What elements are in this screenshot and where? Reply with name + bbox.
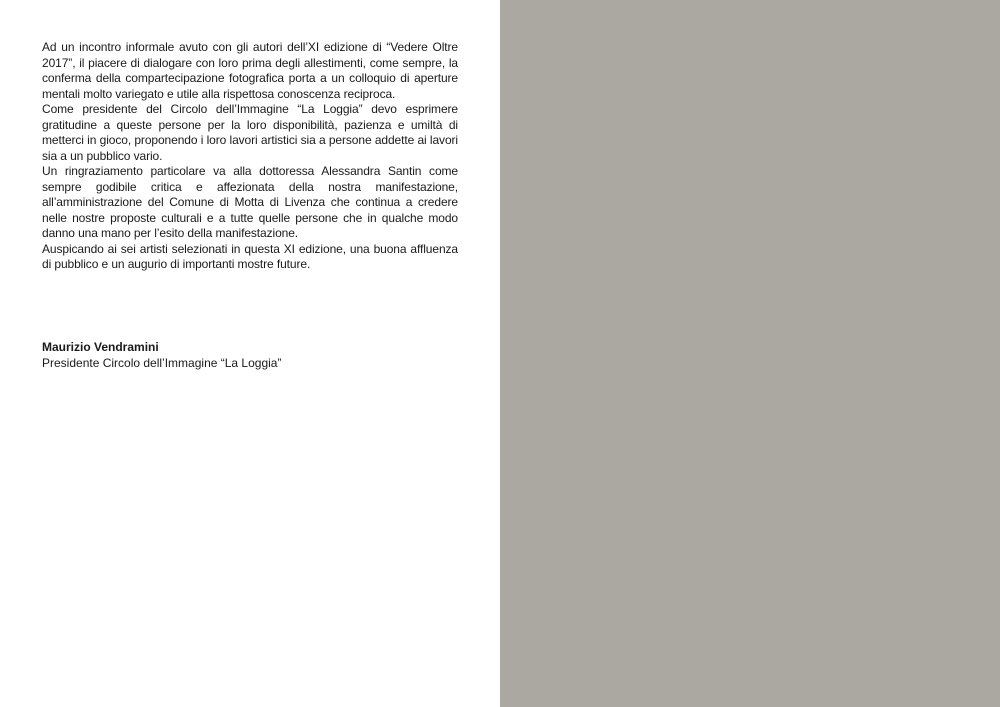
paragraph-1: Ad un incontro informale avuto con gli autori dell’XI edizione di “Vedere Oltre 2017”, il piacere di dialogare con loro prima degli allestimenti, come sempre, la conferma della compartecipazione fotografica porta a un colloquio di aperture mentali molto variegato e utile alla rispettosa conoscenza reciproca.	[42, 40, 458, 101]
paragraph-4: Auspicando ai sei artisti selezionati in questa XI edizione, una buona affluenza di pubblico e un augurio di importanti mostre future.	[42, 241, 458, 271]
letter-body	[42, 40, 458, 273]
signature-title: Presidente Circolo dell’Immagine “La Loggia”	[42, 355, 282, 370]
signature-block	[42, 340, 281, 371]
paragraph-3: Un ringraziamento particolare va alla dottoressa Alessandra Santin come sempre godibile critica e affezionata della nostra manifestazione, all’amministrazione del Comune di Motta di Livenza che continua a credere nelle nostre proposte culturali e a tutte quelle persone che in qualche modo danno una mano per l’esito della manifestazione.	[42, 164, 458, 240]
signature-name: Maurizio Vendramini	[42, 340, 159, 354]
right-page-gray-panel	[500, 0, 1000, 707]
paragraph-2: Come presidente del Circolo dell’Immagine “La Loggia” devo esprimere gratitudine a queste persone per la loro disponibilità, pazienza e umiltà di metterci in gioco, proponendo i loro lavori artistici sia a persone addette ai lavori sia a un pubblico vario.	[42, 102, 458, 163]
